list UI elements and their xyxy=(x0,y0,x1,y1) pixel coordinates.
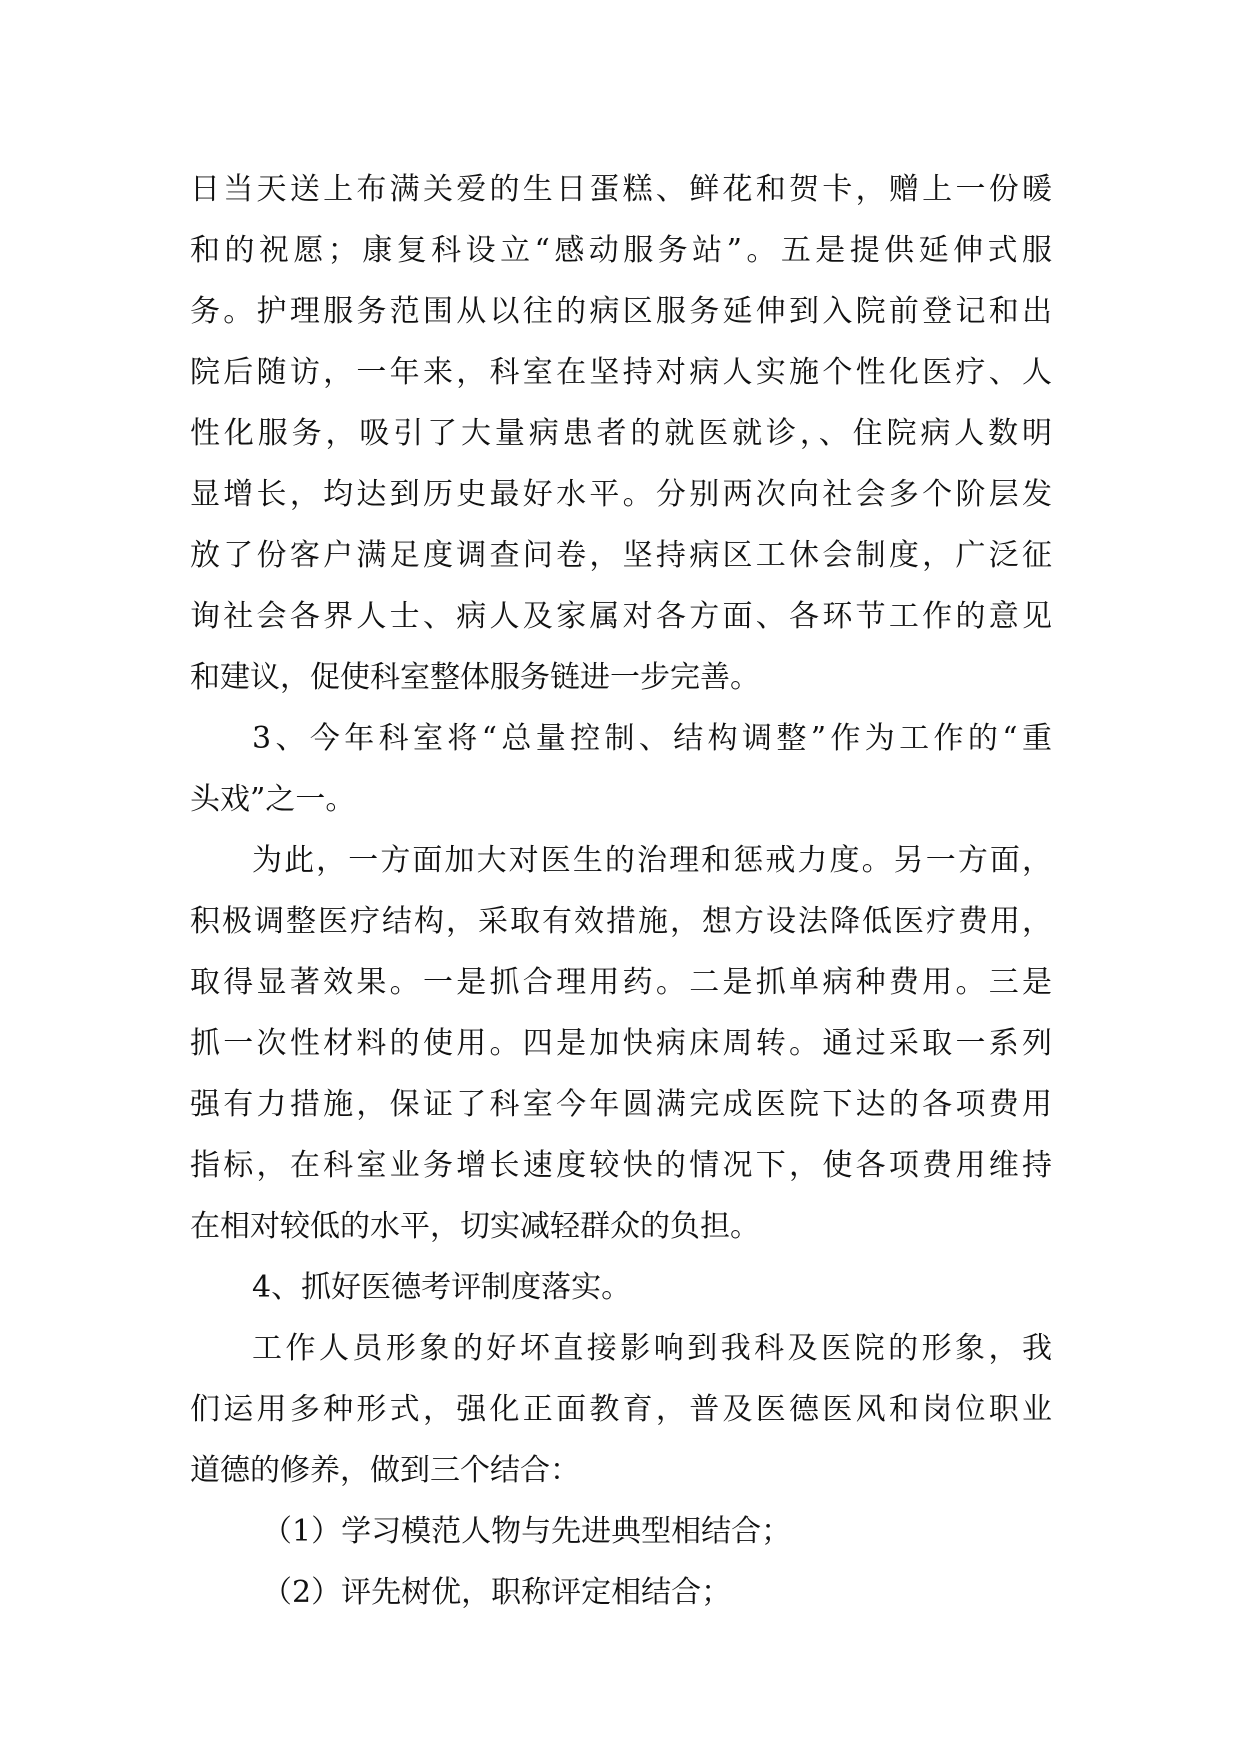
paragraph-line: 指标，在科室业务增长速度较快的情况下，使各项费用维持 xyxy=(190,1148,1052,1183)
paragraph-line: 工作人员形象的好坏直接影响到我科及医院的形象，我 xyxy=(252,1331,1052,1366)
paragraph-line: 院后随访，一年来，科室在坚持对病人实施个性化医疗、人 xyxy=(190,355,1052,390)
paragraph-line: 和建议，促使科室整体服务链进一步完善。 xyxy=(190,660,760,695)
paragraph-line: 务。护理服务范围从以往的病区服务延伸到入院前登记和出 xyxy=(190,294,1052,329)
list-item: （1）学习模范人物与先进典型相结合； xyxy=(262,1514,792,1549)
paragraph-line: 为此，一方面加大对医生的治理和惩戒力度。另一方面， xyxy=(252,843,1052,878)
paragraph-line: 性化服务，吸引了大量病患者的就医就诊，、住院病人数明 xyxy=(190,416,1052,451)
paragraph-line: 强有力措施，保证了科室今年圆满完成医院下达的各项费用 xyxy=(190,1087,1052,1122)
paragraph-line: 在相对较低的水平，切实减轻群众的负担。 xyxy=(190,1209,760,1244)
paragraph-line: 日当天送上布满关爱的生日蛋糕、鲜花和贺卡，赠上一份暖 xyxy=(190,172,1052,207)
paragraph-line: 显增长，均达到历史最好水平。分别两次向社会多个阶层发 xyxy=(190,477,1052,512)
paragraph-line: 取得显著效果。一是抓合理用药。二是抓单病种费用。三是 xyxy=(190,965,1052,1000)
section-heading-4: 4、抓好医德考评制度落实。 xyxy=(252,1270,632,1305)
paragraph-line: 和的祝愿；康复科设立“感动服务站”。五是提供延伸式服 xyxy=(190,233,1052,268)
list-item: （2）评先树优，职称评定相结合； xyxy=(262,1575,732,1610)
paragraph-line: 询社会各界人士、病人及家属对各方面、各环节工作的意见 xyxy=(190,599,1052,634)
paragraph-line: 们运用多种形式，强化正面教育，普及医德医风和岗位职业 xyxy=(190,1392,1052,1427)
section-heading-3-cont: 头戏”之一。 xyxy=(190,782,356,817)
paragraph-line: 道德的修养，做到三个结合： xyxy=(190,1453,580,1488)
paragraph-line: 放了份客户满足度调查问卷，坚持病区工休会制度，广泛征 xyxy=(190,538,1052,573)
document-body xyxy=(190,159,1052,1623)
section-heading-3: 3、今年科室将“总量控制、结构调整”作为工作的“重 xyxy=(252,721,1052,756)
paragraph-line: 积极调整医疗结构，采取有效措施，想方设法降低医疗费用， xyxy=(190,904,1052,939)
paragraph-line: 抓一次性材料的使用。四是加快病床周转。通过采取一系列 xyxy=(190,1026,1052,1061)
